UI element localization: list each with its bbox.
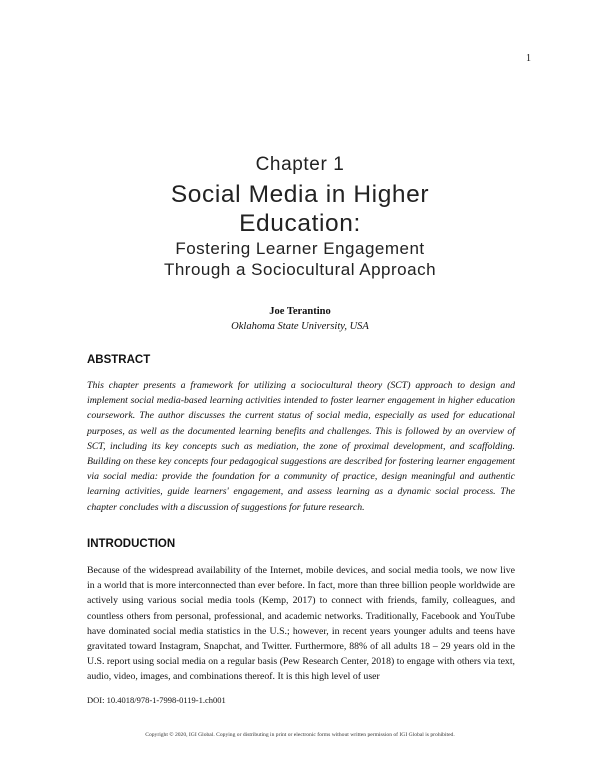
author-affiliation: Oklahoma State University, USA (231, 321, 369, 332)
introduction-text: Because of the widespread availability of the Internet, mobile devices, and social media tools, we now live in a world that is more interconnected than ever before. In fact, more than three billion people worldwide are actively using various social media tools (Kemp, 2017) to connect with friends, family, colleagues, and countless others from personal, professional, and academic networks. Traditionally, Facebook and YouTube have dominated social media statistics in the U.S.; however, in recent years younger adults and teens have gravitated toward Instagram, Snapchat, and Twitter. Furthermore, 88% of all adults 18 – 29 years old in the U.S. report using social media on a regular basis (Pew Research Center, 2018) to engage with others via text, audio, video, images, and combinations thereof. It is this high level of user (87, 565, 515, 683)
abstract-heading: ABSTRACT (87, 354, 151, 366)
page-number: 1 (526, 53, 531, 64)
abstract-text: This chapter presents a framework for utilizing a sociocultural theory (SCT) approach to design and implement social media-based learning activities intended to foster learner engagement in higher education coursework. The author discusses the current status of social media, especially as used for educational purposes, as well as the documented learning benefits and challenges. This is followed by an overview of SCT, including its key concepts such as mediation, the zone of proximal development, and scaffolding. Building on these key concepts four pedagogical suggestions are described for fostering learner engagement via social media: provide the foundation for a community of practice, design meaningful and authentic learning activities, guide learners' engagement, and assess learning as a dynamic social process. The chapter concludes with a discussion of suggestions for future research. (87, 380, 515, 513)
chapter-subtitle-line-1: Fostering Learner Engagement (175, 239, 425, 258)
copyright-notice: Copyright © 2020, IGI Global. Copying or distributing in print or electronic forms without written permission of IGI Global is prohibited. (145, 732, 455, 738)
author-name: Joe Terantino (269, 306, 331, 317)
chapter-label: Chapter 1 (255, 154, 345, 175)
chapter-title-line-2: Education: (239, 210, 361, 237)
chapter-subtitle-line-2: Through a Sociocultural Approach (163, 260, 437, 279)
introduction-heading: INTRODUCTION (87, 538, 176, 550)
doi-line: DOI: 10.4018/978-1-7998-0119-1.ch001 (87, 695, 226, 705)
chapter-title-line-1: Social Media in Higher (170, 181, 430, 208)
